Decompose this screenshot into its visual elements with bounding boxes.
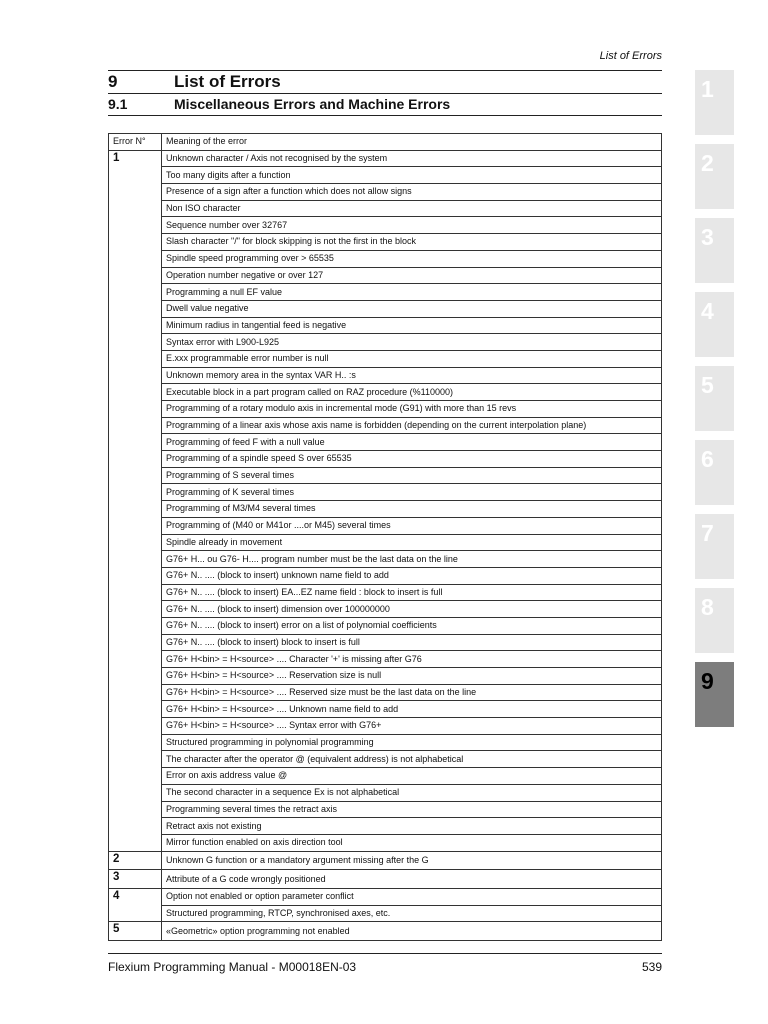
- error-meaning: G76+ N.. .... (block to insert) unknown name field to add: [162, 567, 662, 584]
- table-row: [109, 870, 662, 889]
- chapter-title: List of Errors: [174, 72, 281, 91]
- table-row: [109, 517, 662, 534]
- chapter-tab-3[interactable]: 3: [695, 218, 734, 283]
- chapter-tab-2[interactable]: 2: [695, 144, 734, 209]
- table-row: [109, 567, 662, 584]
- error-meaning: «Geometric» option programming not enabled: [162, 922, 662, 941]
- table-header-row: [109, 134, 662, 151]
- error-meaning: G76+ N.. .... (block to insert) EA...EZ name field : block to insert is full: [162, 584, 662, 601]
- table-row: [109, 851, 662, 870]
- error-meaning: Unknown G function or a mandatory argument missing after the G: [162, 851, 662, 870]
- error-meaning: Programming of M3/M4 several times: [162, 501, 662, 518]
- error-meaning: Operation number negative or over 127: [162, 267, 662, 284]
- chapter-tabs: [695, 70, 734, 736]
- error-meaning: Syntax error with L900-L925: [162, 334, 662, 351]
- section-heading: [108, 96, 450, 112]
- error-meaning: Programming of a spindle speed S over 65535: [162, 451, 662, 468]
- error-meaning: Mirror function enabled on axis direction tool: [162, 834, 662, 851]
- error-meaning: G76+ H... ou G76- H.... program number must be the last data on the line: [162, 551, 662, 568]
- table-row: [109, 317, 662, 334]
- table-row: [109, 734, 662, 751]
- chapter-tab-5[interactable]: 5: [695, 366, 734, 431]
- error-meaning: Retract axis not existing: [162, 818, 662, 835]
- error-table: [108, 133, 662, 941]
- table-row: [109, 467, 662, 484]
- error-meaning: Programming a null EF value: [162, 284, 662, 301]
- table-row: [109, 922, 662, 941]
- table-row: [109, 417, 662, 434]
- table-row: [109, 718, 662, 735]
- error-meaning: Attribute of a G code wrongly positioned: [162, 870, 662, 889]
- error-meaning: Too many digits after a function: [162, 167, 662, 184]
- table-row: [109, 888, 662, 905]
- chapter-tab-9[interactable]: 9: [695, 662, 734, 727]
- error-meaning: Unknown character / Axis not recognised by the system: [162, 150, 662, 167]
- error-meaning: G76+ H<bin> = H<source> .... Unknown name field to add: [162, 701, 662, 718]
- table-row: [109, 234, 662, 251]
- footer-manual-title: Flexium Programming Manual - M00018EN-03: [108, 960, 357, 974]
- error-meaning: G76+ N.. .... (block to insert) error on a list of polynomial coefficients: [162, 617, 662, 634]
- chapter-tab-8[interactable]: 8: [695, 588, 734, 653]
- error-meaning: Unknown memory area in the syntax VAR H.. :s: [162, 367, 662, 384]
- table-row: [109, 651, 662, 668]
- error-meaning: Non ISO character: [162, 200, 662, 217]
- error-code: 2: [109, 851, 162, 870]
- error-meaning: G76+ H<bin> = H<source> .... Syntax error with G76+: [162, 718, 662, 735]
- error-code: 5: [109, 922, 162, 941]
- chapter-heading: [108, 72, 281, 92]
- error-meaning: Presence of a sign after a function which does not allow signs: [162, 184, 662, 201]
- page-number: 539: [641, 960, 662, 974]
- table-row: [109, 284, 662, 301]
- error-meaning: G76+ N.. .... (block to insert) dimension over 100000000: [162, 601, 662, 618]
- table-row: [109, 701, 662, 718]
- footer-rule: [108, 953, 662, 954]
- table-row: [109, 451, 662, 468]
- error-meaning: Programming several times the retract axis: [162, 801, 662, 818]
- section-number: 9.1: [108, 96, 128, 112]
- table-row: [109, 634, 662, 651]
- table-row: [109, 818, 662, 835]
- chapter-rule: [108, 93, 662, 94]
- table-row: [109, 801, 662, 818]
- table-row: [109, 167, 662, 184]
- table-row: [109, 834, 662, 851]
- table-row: [109, 334, 662, 351]
- table-row: [109, 184, 662, 201]
- error-meaning: G76+ H<bin> = H<source> .... Character '+' is missing after G76: [162, 651, 662, 668]
- section-title: Miscellaneous Errors and Machine Errors: [174, 96, 451, 112]
- error-meaning: Programming of a linear axis whose axis name is forbidden (depending on the current interpolation plane): [162, 417, 662, 434]
- error-meaning: Error on axis address value @: [162, 768, 662, 785]
- error-meaning: G76+ H<bin> = H<source> .... Reservation size is null: [162, 668, 662, 685]
- header-meaning: Meaning of the error: [162, 134, 662, 151]
- error-meaning: Spindle already in movement: [162, 534, 662, 551]
- table-row: [109, 267, 662, 284]
- table-row: [109, 350, 662, 367]
- table-row: [109, 150, 662, 167]
- chapter-tab-6[interactable]: 6: [695, 440, 734, 505]
- error-meaning: Programming of K several times: [162, 484, 662, 501]
- error-meaning: E.xxx programmable error number is null: [162, 350, 662, 367]
- error-meaning: Programming of S several times: [162, 467, 662, 484]
- table-row: [109, 384, 662, 401]
- table-row: [109, 217, 662, 234]
- table-row: [109, 534, 662, 551]
- error-meaning: Slash character "/" for block skipping is not the first in the block: [162, 234, 662, 251]
- table-row: [109, 367, 662, 384]
- error-meaning: Programming of feed F with a null value: [162, 434, 662, 451]
- error-meaning: Structured programming, RTCP, synchronised axes, etc.: [162, 905, 662, 922]
- error-meaning: G76+ H<bin> = H<source> .... Reserved size must be the last data on the line: [162, 684, 662, 701]
- error-table-body: [109, 134, 662, 941]
- table-row: [109, 668, 662, 685]
- error-meaning: The second character in a sequence Ex is not alphabetical: [162, 784, 662, 801]
- chapter-tab-4[interactable]: 4: [695, 292, 734, 357]
- table-row: [109, 584, 662, 601]
- error-meaning: Spindle speed programming over > 65535: [162, 250, 662, 267]
- table-row: [109, 434, 662, 451]
- error-meaning: Programming of (M40 or M41or ....or M45) several times: [162, 517, 662, 534]
- table-row: [109, 751, 662, 768]
- chapter-tab-7[interactable]: 7: [695, 514, 734, 579]
- table-row: [109, 784, 662, 801]
- error-meaning: Programming of a rotary modulo axis in incremental mode (G91) with more than 15 revs: [162, 401, 662, 418]
- table-row: [109, 401, 662, 418]
- error-meaning: Sequence number over 32767: [162, 217, 662, 234]
- table-row: [109, 551, 662, 568]
- section-rule: [108, 115, 662, 116]
- error-meaning: The character after the operator @ (equivalent address) is not alphabetical: [162, 751, 662, 768]
- table-row: [109, 200, 662, 217]
- table-row: [109, 768, 662, 785]
- error-meaning: Executable block in a part program called on RAZ procedure (%110000): [162, 384, 662, 401]
- table-row: [109, 501, 662, 518]
- table-row: [109, 684, 662, 701]
- table-row: [109, 601, 662, 618]
- chapter-tab-1[interactable]: 1: [695, 70, 734, 135]
- error-code: 4: [109, 888, 162, 921]
- error-meaning: G76+ N.. .... (block to insert) block to insert is full: [162, 634, 662, 651]
- table-row: [109, 300, 662, 317]
- table-row: [109, 250, 662, 267]
- error-meaning: Minimum radius in tangential feed is negative: [162, 317, 662, 334]
- table-row: [109, 617, 662, 634]
- error-meaning: Dwell value negative: [162, 300, 662, 317]
- header-error-number: Error N°: [109, 134, 162, 151]
- error-meaning: Structured programming in polynomial programming: [162, 734, 662, 751]
- header-rule: [108, 70, 662, 71]
- error-code: 3: [109, 870, 162, 889]
- table-row: [109, 484, 662, 501]
- chapter-number: 9: [108, 72, 118, 91]
- running-header: List of Errors: [599, 50, 662, 62]
- error-code: 1: [109, 150, 162, 851]
- table-row: [109, 905, 662, 922]
- error-meaning: Option not enabled or option parameter conflict: [162, 888, 662, 905]
